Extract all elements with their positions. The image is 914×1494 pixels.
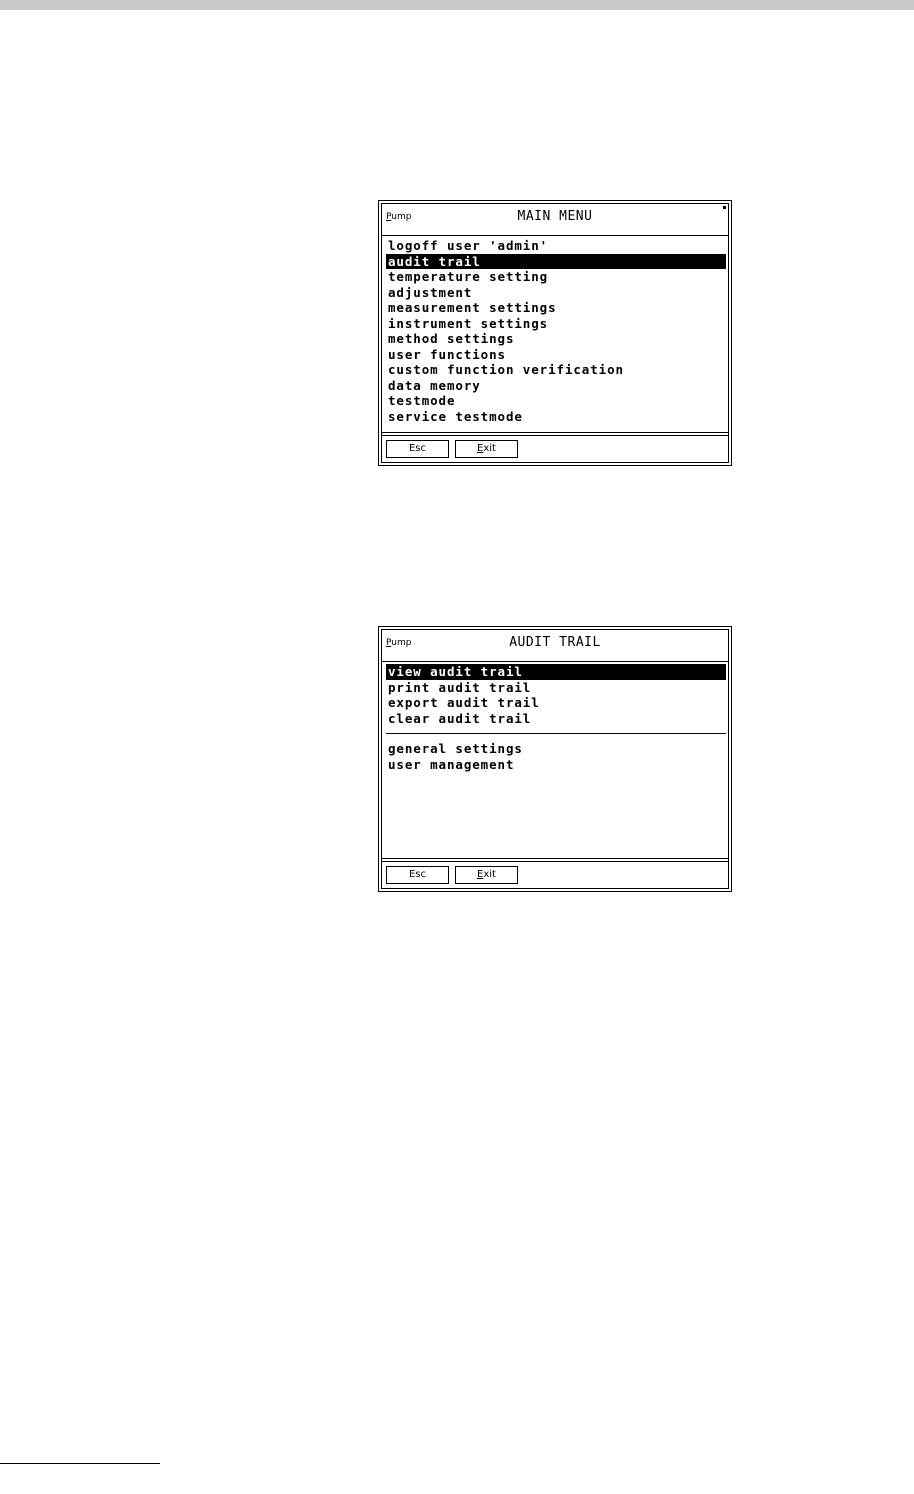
menu-list — [386, 664, 726, 772]
menu-item-audit-trail[interactable]: audit trail — [386, 254, 726, 270]
pump-label-initial: P — [386, 212, 392, 222]
footer-divider — [382, 435, 728, 436]
esc-button[interactable]: Esc — [386, 866, 449, 884]
menu-item-temperature-setting[interactable]: temperature setting — [388, 269, 549, 284]
page-top-bar — [0, 0, 914, 10]
menu-item-instrument-settings[interactable]: instrument settings — [388, 315, 549, 331]
menu-item-data-memory[interactable]: data memory — [388, 377, 481, 393]
header-divider — [382, 661, 728, 662]
menu-item-export-audit-trail[interactable]: export audit trail — [388, 695, 540, 710]
menu-item-custom-function-verification[interactable]: custom function verification — [388, 362, 624, 377]
menu-separator — [386, 733, 726, 734]
menu-item-view-audit-trail[interactable]: view audit trail — [386, 664, 726, 680]
exit-label-initial: E — [477, 443, 484, 454]
menu-item-measurement-settings[interactable]: measurement settings — [388, 300, 557, 315]
menu-item-service-testmode[interactable]: service testmode — [388, 408, 523, 424]
footer-divider — [382, 432, 728, 433]
header-divider — [382, 235, 728, 236]
footnote-rule — [0, 1463, 160, 1464]
menu-item-general-settings[interactable]: general settings — [388, 741, 523, 756]
esc-button[interactable]: Esc — [386, 440, 449, 458]
menu-item-method-settings[interactable]: method settings — [388, 331, 515, 346]
screen-frame — [381, 203, 729, 463]
exit-label-initial: E — [477, 869, 484, 880]
menu-item-clear-audit-trail[interactable]: clear audit trail — [388, 710, 532, 726]
menu-item-testmode[interactable]: testmode — [388, 393, 456, 408]
pump-label-rest: ump — [391, 638, 412, 648]
audit-trail-screen — [378, 626, 732, 892]
screen-title: AUDIT TRAIL — [509, 635, 601, 650]
pump-label-rest: ump — [391, 212, 412, 222]
screen-frame — [381, 629, 729, 889]
main-menu-screen — [378, 200, 732, 466]
footer-divider — [382, 858, 728, 859]
exit-label-rest: xit — [483, 869, 496, 880]
screen-title: MAIN MENU — [517, 209, 593, 224]
exit-button[interactable] — [455, 440, 518, 458]
menu-item-print-audit-trail[interactable]: print audit trail — [388, 679, 532, 695]
exit-button[interactable] — [455, 866, 518, 884]
menu-item-user-functions[interactable]: user functions — [388, 346, 506, 362]
exit-label-rest: xit — [483, 443, 496, 454]
menu-item-logoff-user[interactable]: logoff user 'admin' — [388, 238, 549, 253]
footer-divider — [382, 861, 728, 862]
pump-label-initial: P — [386, 638, 392, 648]
menu-item-user-management[interactable]: user management — [388, 756, 515, 772]
menu-list — [386, 238, 726, 424]
menu-item-adjustment[interactable]: adjustment — [388, 284, 473, 300]
